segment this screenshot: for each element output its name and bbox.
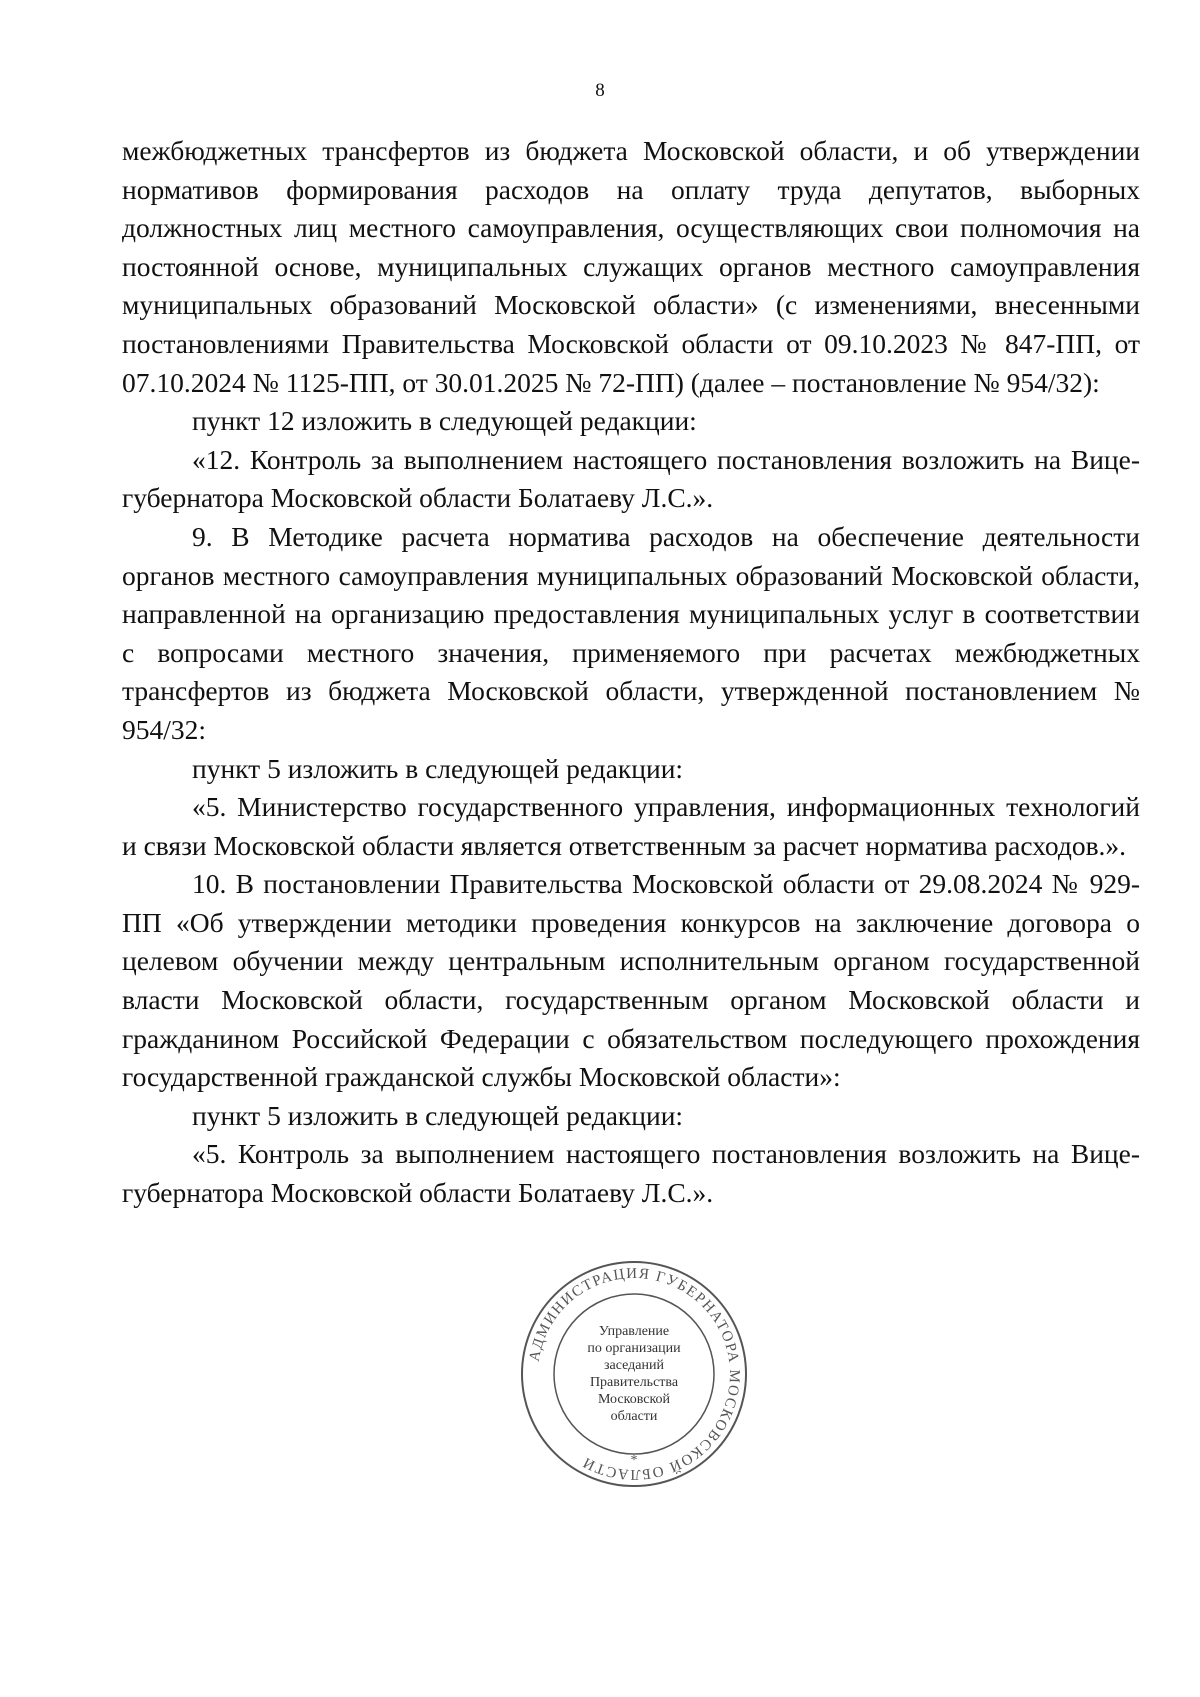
paragraph-item-12-text: «12. Контроль за выполнением настоящего постановления возложить на Вице-губернатора Московской области Болатаеву Л.С.». — [122, 443, 1140, 514]
paragraph-item-5-instruction: пункт 5 изложить в следующей редакции: — [192, 752, 684, 784]
seal-line: Управление — [598, 1324, 670, 1339]
paragraph-intro-continued: межбюджетных трансфертов из бюджета Московской области, и об утверждении нормативов формирования расходов на оплату труда депутатов, выборных должностных лиц местного самоуправления, осуществляющих свои полномочия на постоянной основе, муниципальных служащих органов местного самоуправления муниципальных образований Московской области» (с изменениями, внесенными постановлениями Правительства Московской области от 09.10.2023 № 847-ПП, от 07.10.2024 № 1125-ПП, от 30.01.2025 № 72-ПП) (далее – постановление № 954/32): — [122, 135, 1140, 398]
seal-line: Правительства — [589, 1375, 679, 1390]
paragraph-item-5-text: «5. Министерство государственного управления, информационных технологий и связи Московской области является ответственным за расчет норматива расходов.». — [122, 791, 1140, 861]
paragraph-item-12-instruction: пункт 12 изложить в следующей редакции: — [192, 405, 697, 437]
seal-line: области — [610, 1409, 658, 1424]
svg-text:*: * — [630, 1453, 638, 1468]
official-seal-stamp — [518, 1258, 750, 1490]
page-number: 8 — [595, 80, 605, 101]
paragraph-section-9: 9. В Методике расчета норматива расходов на обеспечение деятельности органов местного самоуправления муниципальных образований Московской области, направленной на организацию предоставления муниципальных услуг в соответствии с вопросами местного значения, применяемого при расчетах межбюджетных трансфертов из бюджета Московской области, утвержденной постановлением № 954/32: — [122, 520, 1140, 745]
seal-center — [518, 1258, 750, 1490]
seal-ring-text: АДМИНИСТРАЦИЯ ГУБЕРНАТОРА МОСКОВСКОЙ ОБЛАСТИ — [526, 1265, 743, 1483]
seal-line: по организации — [587, 1341, 681, 1356]
seal-line: Московской — [597, 1392, 671, 1407]
paragraph-item-5-text-2: «5. Контроль за выполнением настоящего постановления возложить на Вице-губернатора Московской области Болатаеву Л.С.». — [122, 1138, 1140, 1209]
paragraph-section-10: 10. В постановлении Правительства Московской области от 29.08.2024 № 929-ПП «Об утверждении методики проведения конкурсов на заключение договора о целевом обучении между центральным исполнительным органом государственной власти Московской области, государственным органом Московской области и гражданином Российской Федерации с обязательством последующего прохождения государственной гражданской службы Московской области»: — [122, 868, 1140, 1093]
paragraph-item-5-instruction-2: пункт 5 изложить в следующей редакции: — [192, 1099, 684, 1131]
seal-line: заседаний — [604, 1358, 664, 1373]
document-body — [122, 132, 1140, 1213]
